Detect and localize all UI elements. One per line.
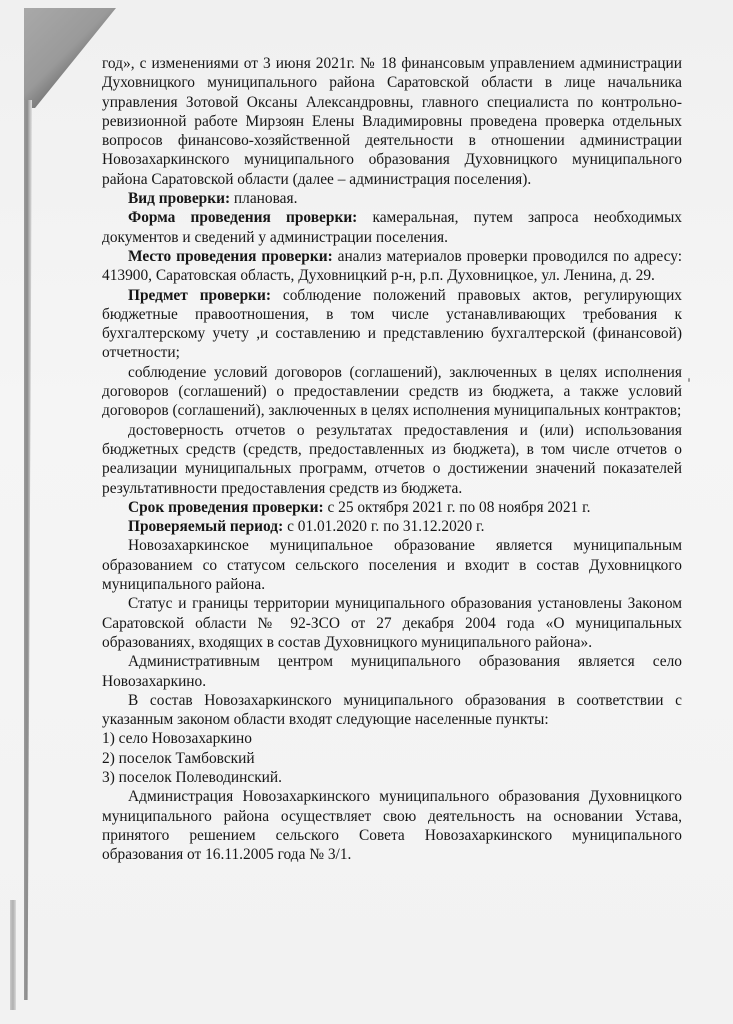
field-label: Предмет проверки: (128, 286, 271, 304)
field-value: анализ материалов проверки проводился по адресу: 413900, Саратовская область, Духовницкий р-н, р.п. Духовницкое, ул. Ленина, д. 29. (102, 247, 682, 285)
page-left-edge-fade (10, 900, 16, 1010)
paragraph-subject-reports (102, 421, 682, 498)
field-label: Вид проверки: (128, 190, 231, 208)
field-label: Место проведения проверки: (128, 247, 333, 265)
field-label: Проверяемый период: (128, 518, 284, 536)
page-left-edge-shadow (24, 100, 32, 1000)
paragraph-text: год», с изменениями от 3 июня 2021г. № 18 финансовым управлением администрации Духовницкого муниципального района Саратовской области в лице начальника управления Зотовой Оксаны Александровны, главного специалиста по контрольно-ревизионной работе Мирзоян Елены Владимировны проведена проверка отдельных вопросов финансово-хозяйственной деятельности в отношении администрации Новозахаркинского муниципального образования Духовницкого муниципального района Саратовской области (далее – администрация поселения). (102, 55, 682, 188)
paragraph-settlements-intro (102, 691, 682, 730)
paragraph-text: Администрация Новозахаркинского муниципального образования Духовницкого муниципального района осуществляет свою деятельность на основании Устава, принятого решением сельского Совета Новозахаркинского муниципального образования от 16.11.2005 года № 3/1. (102, 788, 682, 864)
paragraph-intro-continuation (102, 54, 682, 189)
settlement-list-item: 3) поселок Полеводинский. (102, 768, 282, 786)
paragraph-text: соблюдение условий договоров (соглашений), заключенных в целях исполнения договоров (соглашений) о предоставлении средств из бюджета, а также условий договоров (соглашений), заключенных в целях исполнения муниципальных контрактов; (102, 363, 682, 420)
paragraph-text: Статус и границы территории муниципального образования установлены Законом Саратовской области № 92-ЗСО от 27 декабря 2004 года «О муниципальных образованиях, входящих в состав Духовницкого муниципального района». (102, 595, 682, 651)
field-label: Срок проведения проверки: (128, 498, 324, 516)
settlement-list-item: 2) поселок Тамбовский (102, 749, 255, 767)
paragraph-inspection-form (102, 208, 682, 247)
document-body (102, 54, 682, 864)
paragraph-text: В состав Новозахаркинского муниципального образования в соответствии с указанным законом области входят следующие населенные пункты: (102, 691, 682, 729)
paragraph-text: достоверность отчетов о результатах предоставления и (или) использования бюджетных средств (средств, предоставленных из бюджета), в том числе отчетов о реализации муниципальных программ, отчетов о достижении значений показателей результативности предоставления средств из бюджета. (102, 421, 682, 497)
paragraph-municipality-status (102, 536, 682, 594)
paragraph-admin-center (102, 652, 682, 691)
scan-speck (688, 378, 690, 382)
paragraph-subject-contracts (102, 363, 682, 421)
field-label: Форма проведения проверки: (128, 209, 358, 227)
paragraph-inspection-place (102, 247, 682, 286)
paragraph-text: Новозахаркинское муниципальное образование является муниципальным образованием со статусом сельского поселения и входит в состав Духовницкого муниципального района. (102, 537, 682, 594)
field-value: с 01.01.2020 г. по 31.12.2020 г. (283, 518, 485, 536)
paragraph-inspection-period (102, 517, 682, 536)
paragraph-closing (102, 787, 682, 864)
paragraph-borders-law (102, 594, 682, 652)
field-value: с 25 октября 2021 г. по 08 ноября 2021 г. (323, 498, 591, 516)
paragraph-text: Административным центром муниципального образования является село Новозахаркино. (102, 653, 682, 690)
field-value: плановая. (230, 190, 298, 208)
field-value: соблюдение положений правовых актов, регулирующих бюджетные правоотношения, в том числе устанавливающих требования к бухгалтерскому учету ,и составлению и представлению бухгалтерской (финансовой) отчетности; (102, 286, 682, 362)
paragraph-inspection-term (102, 498, 682, 517)
field-value: камеральная, путем запроса необходимых документов и сведений у администрации поселения. (102, 209, 682, 246)
settlement-list-item: 1) село Новозахаркино (102, 730, 252, 748)
paragraph-inspection-subject (102, 286, 682, 363)
paragraph-inspection-type (102, 189, 682, 208)
